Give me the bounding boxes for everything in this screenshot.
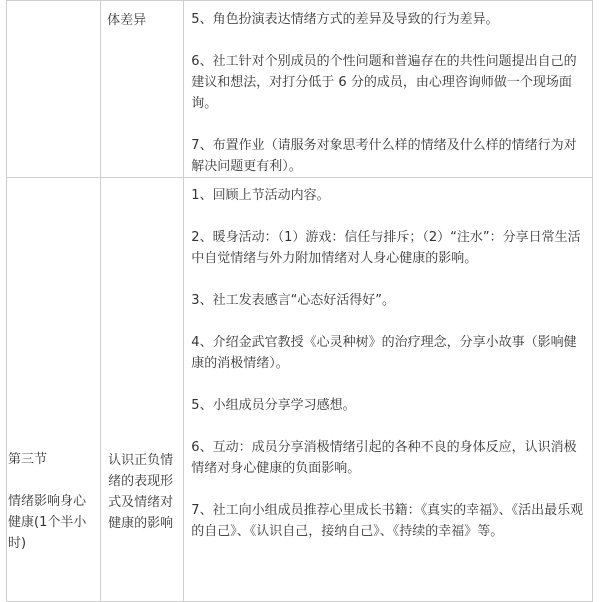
content-item: 2、暖身活动：（1）游戏：信任与排斥；（2）“注水”：分享日常生活中自觉情绪与外力附加情绪对人身心健康的影响。 [191, 230, 581, 266]
goal-text: 体差异 [107, 13, 147, 28]
content-cell [184, 1, 593, 178]
content-item: 1、回顾上节活动内容。 [191, 188, 330, 203]
content-item: 7、社工向小组成员推荐心里成长书籍：《真实的幸福》、《活出最乐观的自己》、《认识自己，接纳自己》、《持续的幸福》等。 [191, 503, 584, 539]
goal-cell [101, 178, 184, 602]
table-row [7, 1, 593, 178]
section-subtitle: 情绪影响身心健康(1个半小时) [8, 494, 87, 551]
goal-text: 认识正负情绪的表现形式及情绪对健康的影响 [108, 453, 174, 531]
content-item: 3、社工发表感言“心态好活得好”。 [191, 293, 396, 308]
section-text [7, 1, 100, 7]
table-row [7, 178, 593, 602]
section-cell [7, 1, 101, 178]
content-item: 5、角色扮演表达情绪方式的差异及导致的行为差异。 [191, 12, 499, 27]
section-cell [7, 178, 101, 602]
section-title: 第三节 [8, 452, 48, 467]
content-item: 5、小组成员分享学习感想。 [191, 398, 356, 413]
goal-cell [101, 1, 184, 178]
content-item: 7、布置作业（请服务对象思考什么样的情绪及什么样的情绪行为对解决问题更有利）。 [191, 138, 577, 174]
activity-plan-table [6, 0, 593, 602]
content-item: 4、介绍金武官教授《心灵种树》的治疗理念，分享小故事（影响健康的消极情绪）。 [191, 335, 577, 371]
content-item: 6、社工针对个别成员的个性问题和普遍存在的共性问题提出自己的建议和想法，对打分低于 6 分的成员，由心理咨询师做一个现场面询。 [191, 54, 577, 111]
content-item: 6、互动：成员分享消极情绪引起的各种不良的身体反应，认识消极情绪对身心健康的负面影响。 [191, 440, 577, 476]
content-cell [184, 178, 593, 602]
